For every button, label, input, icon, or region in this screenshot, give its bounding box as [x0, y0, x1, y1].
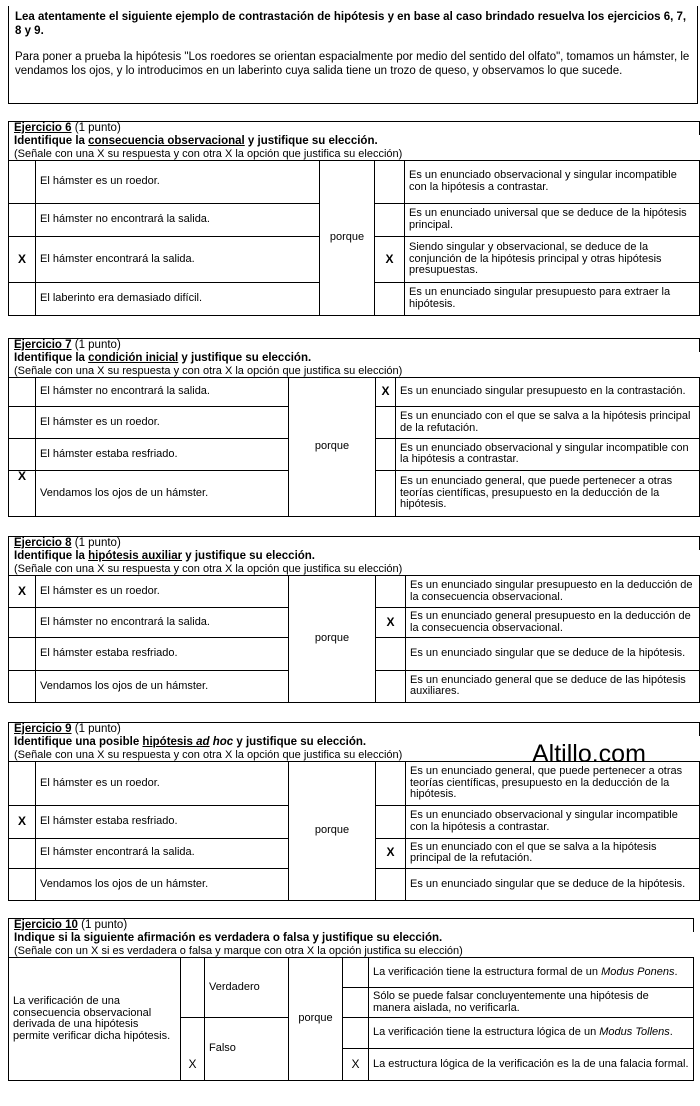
- exercise-6: [8, 121, 700, 316]
- exercise-8-header: Ejercicio 8 (1 punto): [8, 536, 700, 550]
- answer-option: El hámster es un roedor.: [36, 407, 289, 439]
- answer-mark[interactable]: [9, 161, 36, 204]
- answer-option: El hámster no encontrará la salida.: [36, 608, 289, 638]
- justification-option: Es un enunciado observacional y singular incompatible con la hipótesis a contrastar.: [396, 439, 700, 471]
- justification-option: Es un enunciado con el que se salva a la hipótesis principal de la refutación.: [406, 838, 700, 868]
- exercise-10-table: [8, 957, 694, 1081]
- justification-mark[interactable]: [376, 670, 406, 702]
- justification-mark[interactable]: [376, 470, 396, 516]
- statement-cell: La verificación de una consecuencia observacional derivada de una hipótesis permite verificar dicha hipótesis.: [9, 958, 181, 1081]
- justification-option: Sólo se puede falsar concluyentemente una hipótesis de manera aislada, no verificarla.: [369, 988, 694, 1018]
- false-mark[interactable]: X: [181, 1018, 205, 1081]
- exercise-10-header: Ejercicio 10 (1 punto): [8, 918, 694, 932]
- exercise-6-question: Identifique la consecuencia observacional y justifique su elección.: [8, 135, 700, 148]
- justification-mark[interactable]: X: [376, 608, 406, 638]
- justification-option: Es un enunciado general que se deduce de las hipótesis auxiliares.: [406, 670, 700, 702]
- justification-mark[interactable]: [375, 282, 405, 315]
- justification-option: Es un enunciado singular que se deduce de la hipótesis.: [406, 868, 700, 900]
- false-option: Falso: [205, 1018, 289, 1081]
- answer-mark[interactable]: [9, 407, 36, 439]
- justification-option: Es un enunciado con el que se salva a la hipótesis principal de la refutación.: [396, 407, 700, 439]
- justification-mark[interactable]: [376, 762, 406, 806]
- answer-option: El hámster es un roedor.: [36, 161, 320, 204]
- answer-option: El hámster estaba resfriado.: [36, 638, 289, 670]
- justification-option: La estructura lógica de la verificación es la de una falacia formal.: [369, 1048, 694, 1080]
- answer-option: El hámster es un roedor.: [36, 576, 289, 608]
- answer-mark[interactable]: [9, 203, 36, 236]
- justification-option: La verificación tiene la estructura formal de un Modus Ponens.: [369, 958, 694, 988]
- justification-option: Siendo singular y observacional, se deduce de la conjunción de la hipótesis principal y otras hipótesis presupuestas.: [405, 236, 700, 282]
- exercise-9-table: [8, 761, 700, 901]
- answer-option: Vendamos los ojos de un hámster.: [36, 868, 289, 900]
- justification-mark[interactable]: [376, 576, 406, 608]
- justification-mark[interactable]: [343, 1018, 369, 1048]
- justification-option: Es un enunciado singular presupuesto para extraer la hipótesis.: [405, 282, 700, 315]
- porque-label: porque: [289, 958, 343, 1081]
- exercise-7-question: Identifique la condición inicial y justifique su elección.: [8, 352, 700, 365]
- porque-label: porque: [320, 161, 375, 316]
- answer-option: El hámster estaba resfriado.: [36, 806, 289, 838]
- watermark: Altillo.com: [532, 740, 646, 768]
- justification-mark[interactable]: [376, 868, 406, 900]
- answer-mark[interactable]: [9, 439, 36, 471]
- justification-mark[interactable]: X: [376, 378, 396, 407]
- justification-option: Es un enunciado general presupuesto en la deducción de la consecuencia observacional.: [406, 608, 700, 638]
- porque-label: porque: [289, 762, 376, 901]
- exercise-10: [8, 918, 694, 1081]
- answer-option: Vendamos los ojos de un hámster.: [36, 470, 289, 516]
- answer-mark[interactable]: [9, 762, 36, 806]
- porque-label: porque: [289, 576, 376, 703]
- exercise-9-question: Identifique una posible hipótesis ad hoc y justifique su elección.: [8, 736, 700, 749]
- exercise-9-note: (Señale con una X su respuesta y con otra X la opción que justifica su elección): [8, 749, 700, 761]
- justification-option: Es un enunciado observacional y singular incompatible con la hipótesis a contrastar.: [405, 161, 700, 204]
- exercise-6-header: Ejercicio 6 (1 punto): [8, 121, 700, 135]
- exercise-7-note: (Señale con una X su respuesta y con otra X la opción que justifica su elección): [8, 365, 700, 377]
- justification-option: Es un enunciado singular presupuesto en la deducción de la consecuencia observacional.: [406, 576, 700, 608]
- answer-mark[interactable]: X: [9, 470, 36, 516]
- answer-mark[interactable]: [9, 670, 36, 702]
- intro-title: Lea atentamente el siguiente ejemplo de contrastación de hipótesis y en base al caso brindado resuelva los ejercicios 6, 7, 8 y 9.: [15, 11, 687, 37]
- answer-mark[interactable]: X: [9, 576, 36, 608]
- exercise-6-note: (Señale con una X su respuesta y con otra X la opción que justifica su elección): [8, 148, 700, 160]
- intro-text: Para poner a prueba la hipótesis "Los roedores se orientan espacialmente por medio del sentido del olfato", tomamos un hámster, le vendamos los ojos, y lo introducimos en un laberinto cuya salida tiene un trozo de queso, y observamos lo que sucede.: [15, 51, 690, 77]
- intro-box: [8, 6, 698, 104]
- justification-option: La verificación tiene la estructura lógica de un Modus Tollens.: [369, 1018, 694, 1048]
- answer-mark[interactable]: [9, 638, 36, 670]
- answer-mark[interactable]: [9, 378, 36, 407]
- true-option: Verdadero: [205, 958, 289, 1018]
- exercise-8-question: Identifique la hipótesis auxiliar y justifique su elección.: [8, 550, 700, 563]
- answer-option: El hámster encontrará la salida.: [36, 236, 320, 282]
- exercise-7: [8, 338, 700, 517]
- answer-mark[interactable]: X: [9, 236, 36, 282]
- answer-mark[interactable]: [9, 282, 36, 315]
- answer-option: El hámster no encontrará la salida.: [36, 203, 320, 236]
- answer-mark[interactable]: [9, 868, 36, 900]
- justification-mark[interactable]: [343, 988, 369, 1018]
- justification-mark[interactable]: X: [376, 838, 406, 868]
- answer-option: Vendamos los ojos de un hámster.: [36, 670, 289, 702]
- answer-option: El hámster no encontrará la salida.: [36, 378, 289, 407]
- justification-mark[interactable]: X: [375, 236, 405, 282]
- justification-mark[interactable]: X: [343, 1048, 369, 1080]
- porque-label: porque: [289, 378, 376, 517]
- exercise-10-question: Indique si la siguiente afirmación es verdadera o falsa y justifique su elección.: [8, 932, 694, 945]
- answer-option: El laberinto era demasiado difícil.: [36, 282, 320, 315]
- exercise-7-table: [8, 377, 700, 517]
- justification-option: Es un enunciado singular que se deduce de la hipótesis.: [406, 638, 700, 670]
- answer-mark[interactable]: [9, 838, 36, 868]
- exercise-8: [8, 536, 700, 703]
- answer-option: El hámster es un roedor.: [36, 762, 289, 806]
- justification-option: Es un enunciado general, que puede pertenecer a otras teorías científicas, presupuesto en la deducción de la hipótesis.: [406, 762, 700, 806]
- true-mark[interactable]: [181, 958, 205, 1018]
- answer-mark[interactable]: X: [9, 806, 36, 838]
- justification-mark[interactable]: [376, 638, 406, 670]
- justification-mark[interactable]: [376, 407, 396, 439]
- justification-option: Es un enunciado universal que se deduce de la hipótesis principal.: [405, 203, 700, 236]
- justification-option: Es un enunciado singular presupuesto en la contrastación.: [396, 378, 700, 407]
- justification-mark[interactable]: [375, 203, 405, 236]
- justification-mark[interactable]: [376, 439, 396, 471]
- justification-option: Es un enunciado observacional y singular incompatible con la hipótesis a contrastar.: [406, 806, 700, 838]
- answer-option: El hámster encontrará la salida.: [36, 838, 289, 868]
- justification-mark[interactable]: [375, 161, 405, 204]
- answer-mark[interactable]: [9, 608, 36, 638]
- justification-mark[interactable]: [376, 806, 406, 838]
- exercise-9-header: Ejercicio 9 (1 punto): [8, 722, 700, 736]
- exercise-7-header: Ejercicio 7 (1 punto): [8, 338, 700, 352]
- answer-option: El hámster estaba resfriado.: [36, 439, 289, 471]
- exercise-6-table: [8, 160, 700, 316]
- justification-mark[interactable]: [343, 958, 369, 988]
- exercise-8-table: [8, 575, 700, 703]
- exercise-8-note: (Señale con una X su respuesta y con otra X la opción que justifica su elección): [8, 563, 700, 575]
- exercise-10-note: (Señale con un X si es verdadera o falsa y marque con otra X la opción justifica su elección): [8, 945, 694, 957]
- justification-option: Es un enunciado general, que puede pertenecer a otras teorías científicas, presupuesto en la deducción de la hipótesis.: [396, 470, 700, 516]
